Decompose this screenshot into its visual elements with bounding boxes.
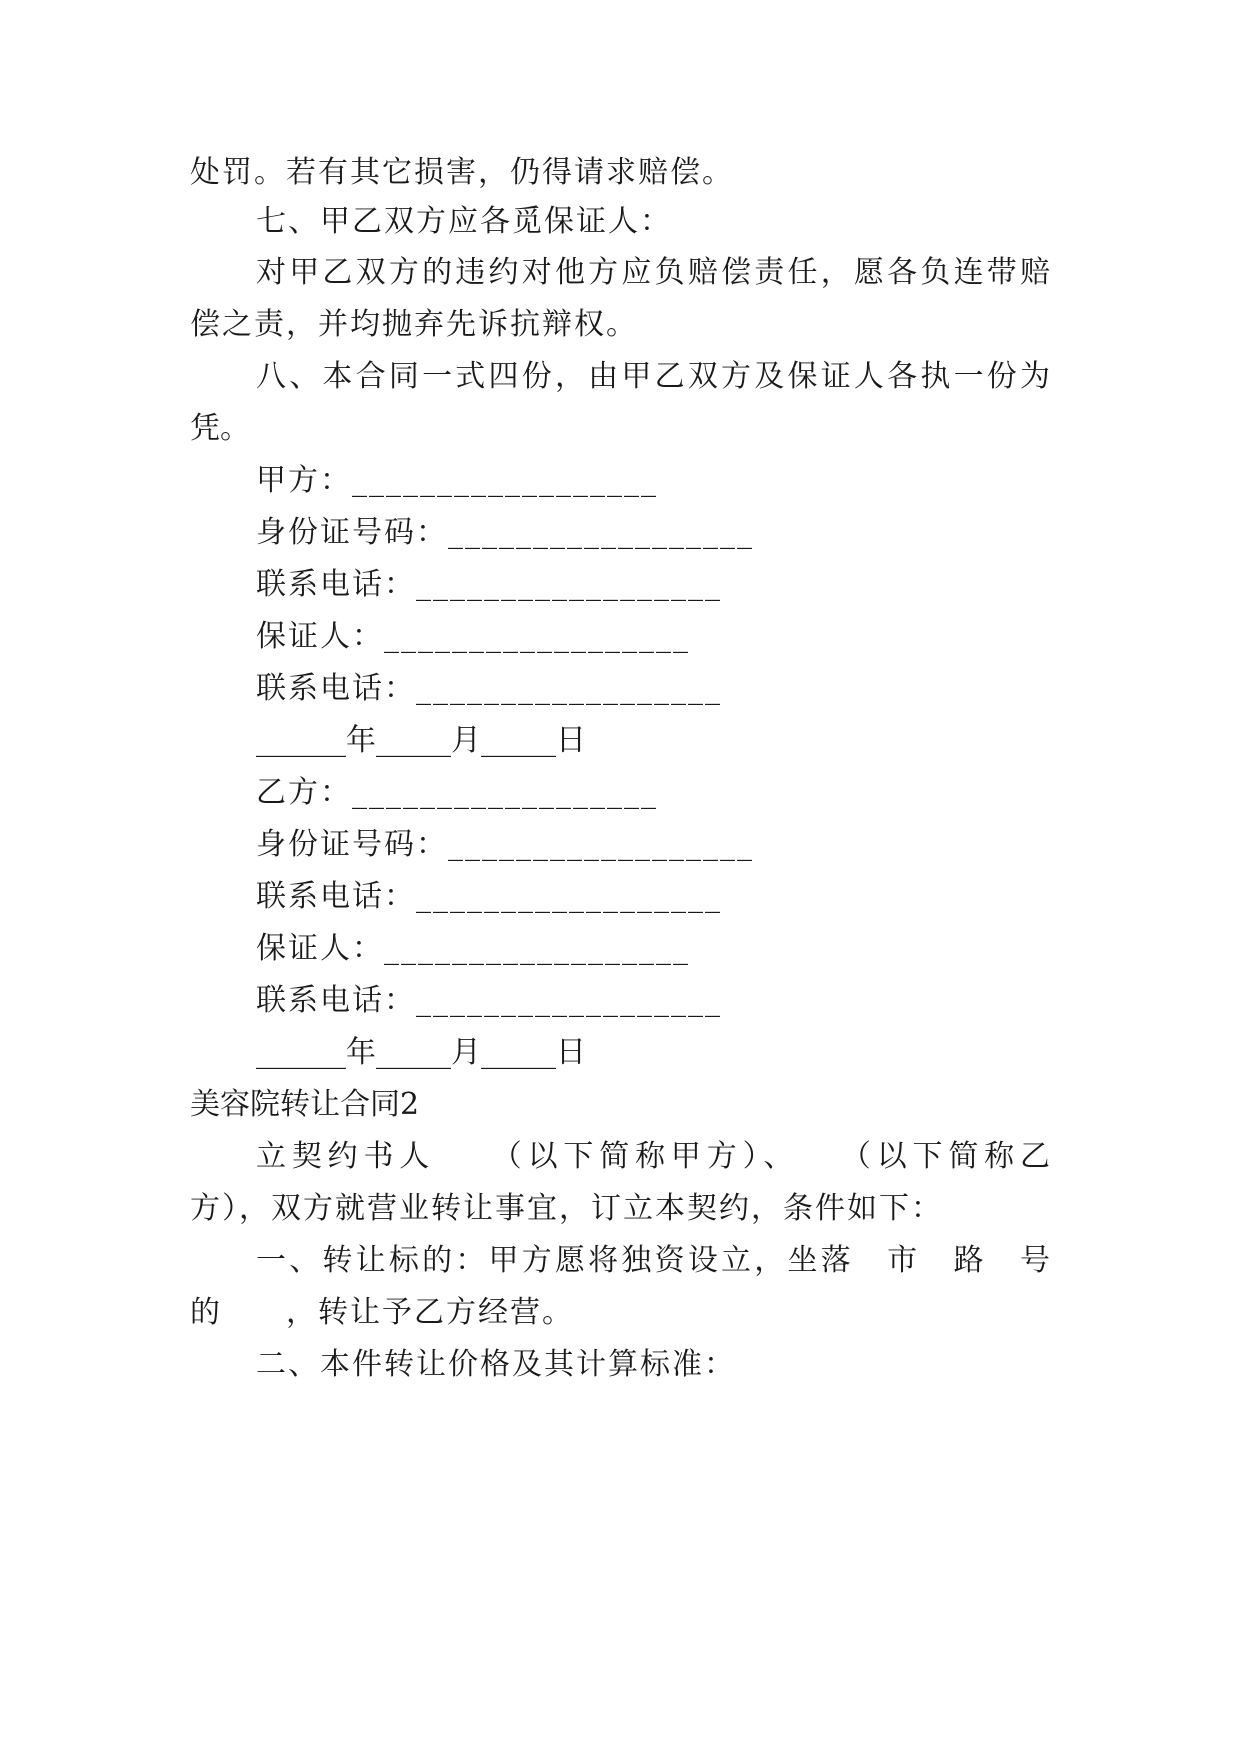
party-a-guarantor-field: 保证人：__________________ xyxy=(256,619,690,654)
party-a-phone-field: 联系电话：__________________ xyxy=(256,567,722,602)
paragraph-line: 立契约书人 （以下简称甲方）、 （以下简称乙 xyxy=(256,1139,1050,1174)
paragraph-line: 偿之责，并均抛弃先诉抗辩权。 xyxy=(190,307,638,342)
party-b-id-field: 身份证号码：__________________ xyxy=(256,827,754,862)
paragraph-line: 凭。 xyxy=(190,411,250,446)
section-title: 美容院转让合同2 xyxy=(190,1087,420,1122)
party-b-guarantor-field: 保证人：__________________ xyxy=(256,931,690,966)
party-a-guarantor-phone-field: 联系电话：__________________ xyxy=(256,671,722,706)
clause-heading: 二、本件转让价格及其计算标准： xyxy=(256,1347,736,1382)
party-b-field: 乙方：__________________ xyxy=(256,775,658,810)
party-a-id-field: 身份证号码：__________________ xyxy=(256,515,754,550)
party-a-field: 甲方：__________________ xyxy=(256,463,658,498)
party-b-date-field: ______年_____月_____日 xyxy=(256,1035,586,1070)
clause-heading: 八、本合同一式四份，由甲乙双方及保证人各执一份为 xyxy=(256,359,1050,394)
paragraph-line: 的 ，转让予乙方经营。 xyxy=(190,1295,574,1330)
paragraph-line: 方），双方就营业转让事宜，订立本契约，条件如下： xyxy=(190,1191,943,1226)
party-b-phone-field: 联系电话：__________________ xyxy=(256,879,722,914)
party-b-guarantor-phone-field: 联系电话：__________________ xyxy=(256,983,722,1018)
paragraph-line: 对甲乙双方的违约对他方应负赔偿责任，愿各负连带赔 xyxy=(256,255,1050,290)
paragraph-line: 处罚。若有其它损害，仍得请求赔偿。 xyxy=(190,155,734,190)
clause-heading: 七、甲乙双方应各觅保证人： xyxy=(256,204,672,239)
party-a-date-field: ______年_____月_____日 xyxy=(256,723,586,758)
clause-heading: 一、转让标的：甲方愿将独资设立，坐落 市 路 号 xyxy=(256,1243,1050,1278)
